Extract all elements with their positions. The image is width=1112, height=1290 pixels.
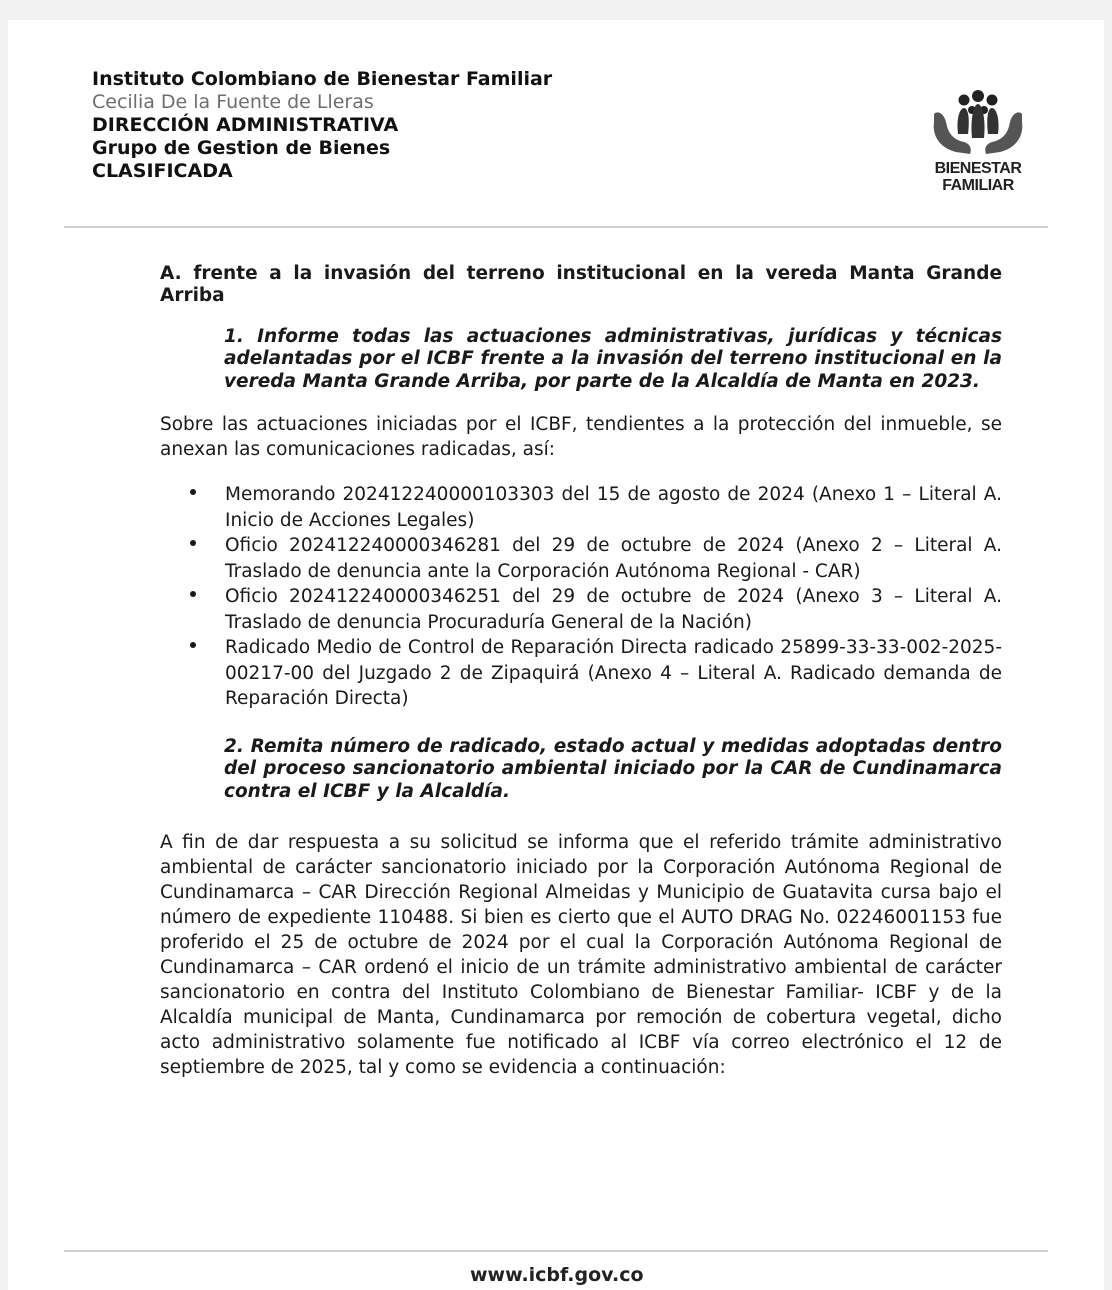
bienestar-familiar-logo [926, 88, 1030, 198]
footer-divider [64, 1250, 1048, 1252]
letterhead [92, 68, 552, 183]
institution-subtitle: Cecilia De la Fuente de Lleras [92, 91, 374, 113]
logo-text-line2: FAMILIAR [942, 177, 1014, 194]
section-heading: A. frente a la invasión del terreno institucional en la vereda Manta Grande Arriba [160, 263, 1002, 306]
footer-website-link[interactable]: www.icbf.gov.co [470, 1264, 644, 1286]
logo-text [926, 160, 1030, 194]
header-divider [64, 226, 1048, 228]
classification-label: CLASIFICADA [92, 160, 233, 182]
group-name: Grupo de Gestion de Bienes [92, 137, 391, 159]
list-item [160, 635, 1002, 712]
list-item-text: Oficio 202412240000346251 del 29 de octubre de 2024 (Anexo 3 – Literal A. Traslado de denuncia Procuraduría General de la Nación) [225, 586, 1002, 633]
directorate-name: DIRECCIÓN ADMINISTRATIVA [92, 114, 399, 136]
question-1: 1. Informe todas las actuaciones administrativas, jurídicas y técnicas adelantadas por el ICBF frente a la invasión del terreno institucional en la vereda Manta Grande Arriba, por parte de la Alcaldía de Manta en 2023. [224, 325, 1002, 392]
document-page [8, 20, 1104, 1290]
document-body [160, 263, 1002, 1080]
bullet-icon [190, 642, 196, 648]
list-item-text: Radicado Medio de Control de Reparación Directa radicado 25899-33-33-002-2025-00217-00 del Juzgado 2 de Zipaquirá (Anexo 4 – Literal A. Radicado demanda de Reparación Directa) [225, 637, 1002, 709]
bullet-icon [190, 489, 196, 495]
answer-paragraph-1: Sobre las actuaciones iniciadas por el ICBF, tendientes a la protección del inmueble, se anexan las comunicaciones radicadas, así: [160, 414, 1002, 460]
list-item [160, 482, 1002, 533]
answer-paragraph-2: A fin de dar respuesta a su solicitud se informa que el referido trámite administrativo ambiental de carácter sancionatorio iniciado por la Corporación Autónoma Regional de Cundinamarca – CAR Dirección Regional Almeidas y Municipio de Guatavita cursa bajo el número de expediente 110488. Si bien es cierto que el AUTO DRAG No. 02246001153 fue proferido el 25 de octubre de 2024 por el cual la Corporación Autónoma Regional de Cundinamarca – CAR ordenó el inicio de un trámite administrativo ambiental de carácter sancionatorio en contra del Instituto Colombiano de Bienestar Familiar- ICBF y de la Alcaldía municipal de Manta, Cundinamarca por remoción de cobertura vegetal, dicho acto administrativo solamente fue notificado al ICBF vía correo electrónico el 12 de septiembre de 2025, tal y como se evidencia a continuación: [160, 832, 1002, 1078]
institution-name: Instituto Colombiano de Bienestar Familiar [92, 68, 553, 90]
annex-list [160, 482, 1002, 712]
list-item-text: Memorando 202412240000103303 del 15 de agosto de 2024 (Anexo 1 – Literal A. Inicio de Acciones Legales) [225, 484, 1002, 531]
question-2: 2. Remita número de radicado, estado actual y medidas adoptadas dentro del proceso sancionatorio ambiental iniciado por la CAR de Cundinamarca contra el ICBF y la Alcaldía. [224, 735, 1002, 802]
list-item [160, 533, 1002, 584]
logo-text-line1: BIENESTAR [934, 160, 1022, 177]
family-hands-icon [926, 88, 1030, 158]
bullet-icon [190, 540, 196, 546]
list-item [160, 584, 1002, 635]
bullet-icon [190, 591, 196, 597]
list-item-text: Oficio 202412240000346281 del 29 de octubre de 2024 (Anexo 2 – Literal A. Traslado de denuncia ante la Corporación Autónoma Regional - CAR) [225, 535, 1002, 582]
